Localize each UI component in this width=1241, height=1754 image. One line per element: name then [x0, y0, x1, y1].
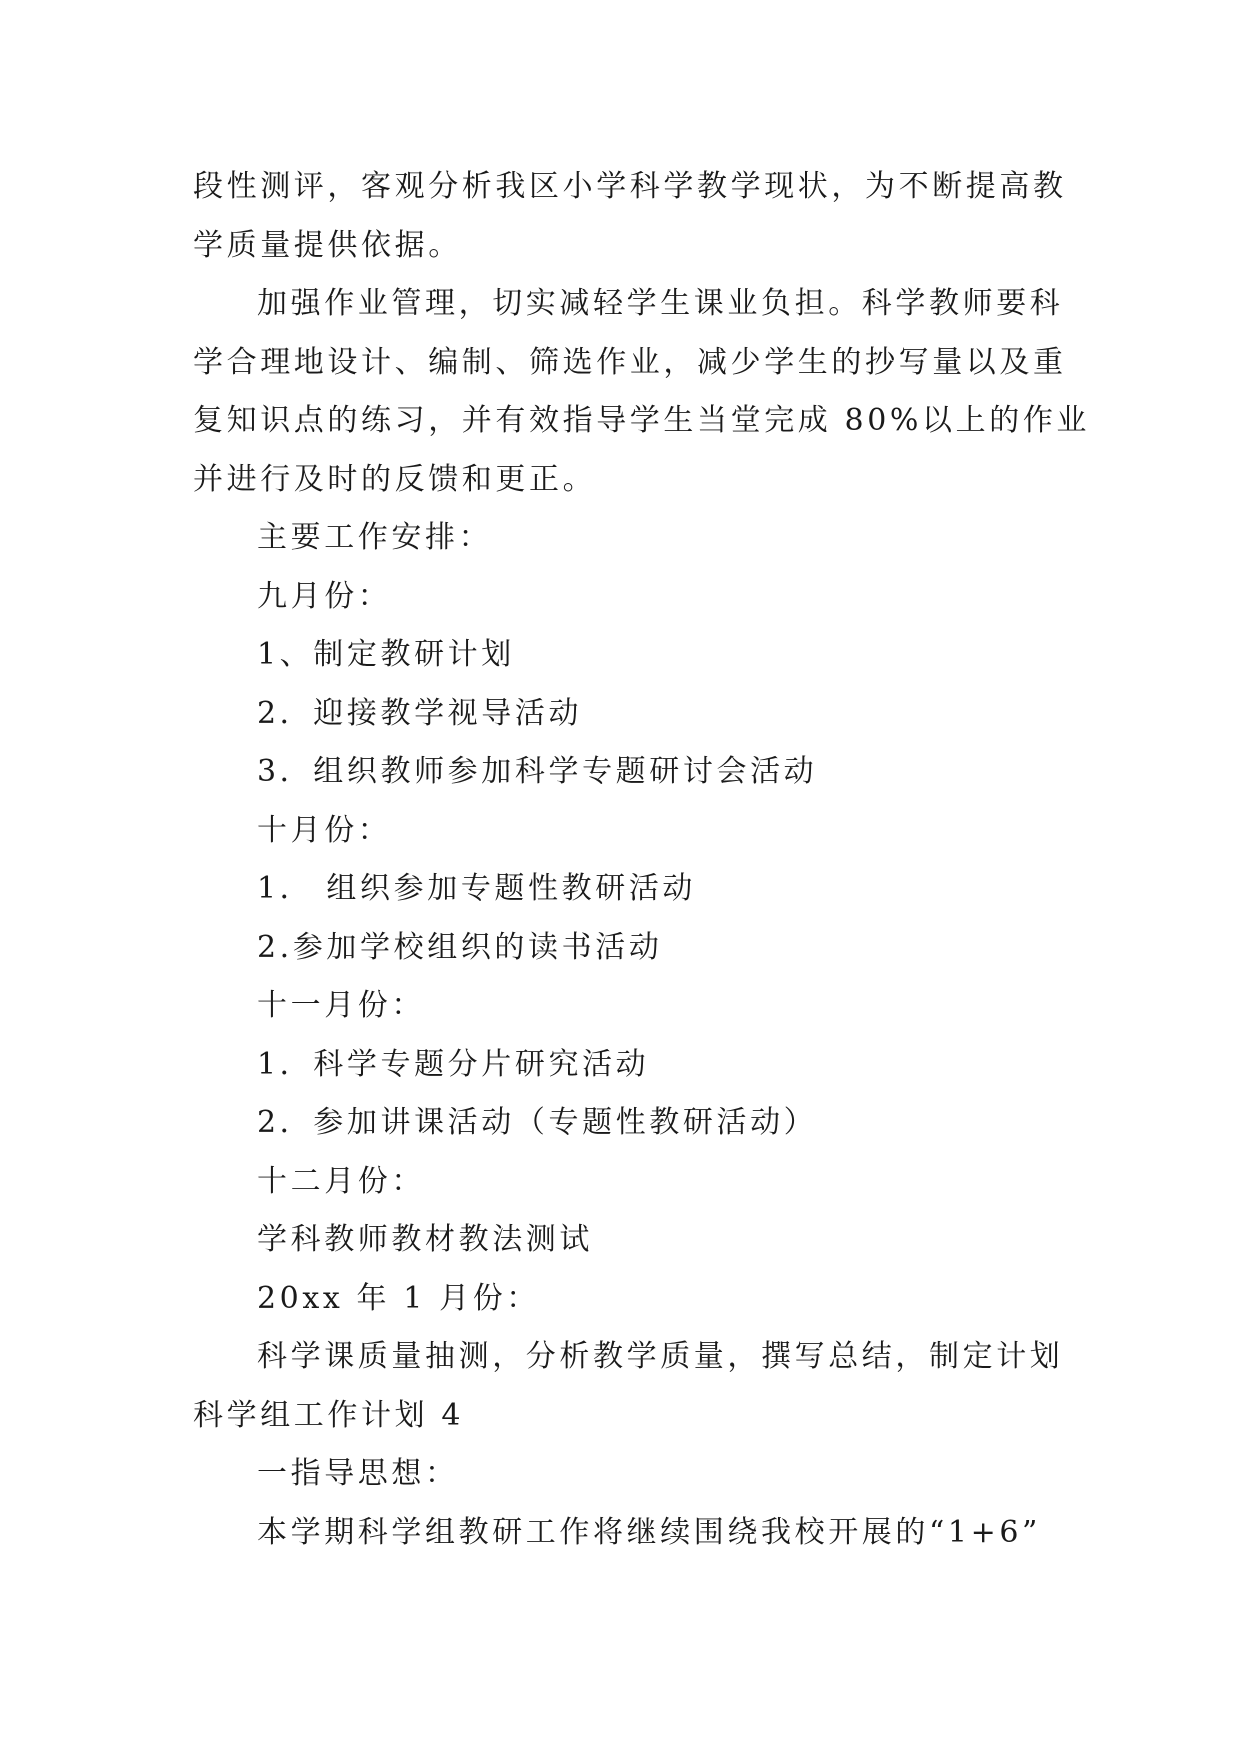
month-heading: 九月份： [257, 578, 392, 614]
list-item: 1、制定教研计划 [257, 637, 515, 672]
text-line: 学合理地设计、编制、筛选作业，减少学生的抄写量以及重 [193, 344, 1067, 380]
month-heading: 十月份： [257, 812, 392, 848]
section-heading: 主要工作安排： [257, 520, 493, 555]
month-heading: 20xx 年 1 月份： [257, 1280, 540, 1316]
list-item: 3．组织教师参加科学专题研讨会活动 [257, 754, 818, 789]
month-heading: 十一月份： [257, 988, 425, 1023]
text-line: 复知识点的练习，并有效指导学生当堂完成 80%以上的作业 [193, 403, 1091, 438]
text-line: 段性测评，客观分析我区小学科学教学现状，为不断提高教 [193, 169, 1067, 204]
list-item: 2．参加讲课活动（专题性教研活动） [257, 1105, 818, 1140]
plan-title: 科学组工作计划 4 [193, 1397, 465, 1433]
list-item: 科学课质量抽测，分析教学质量，撰写总结，制定计划 [257, 1339, 1064, 1374]
text-line: 学质量提供依据。 [193, 227, 462, 263]
list-item: 1．科学专题分片研究活动 [257, 1046, 650, 1082]
list-item: 2．迎接教学视导活动 [257, 695, 583, 731]
document-body [193, 158, 1091, 1562]
list-item: 2.参加学校组织的读书活动 [257, 929, 663, 965]
month-heading: 十二月份： [257, 1163, 425, 1199]
list-item: 1． 组织参加专题性教研活动 [257, 871, 697, 906]
list-item: 学科教师教材教法测试 [257, 1222, 593, 1257]
section-heading: 一指导思想： [257, 1456, 459, 1491]
text-line: 加强作业管理，切实减轻学生课业负担。科学教师要科 [257, 286, 1064, 321]
text-line: 并进行及时的反馈和更正。 [193, 461, 597, 497]
text-line: 本学期科学组教研工作将继续围绕我校开展的“1+6” [257, 1514, 1041, 1550]
